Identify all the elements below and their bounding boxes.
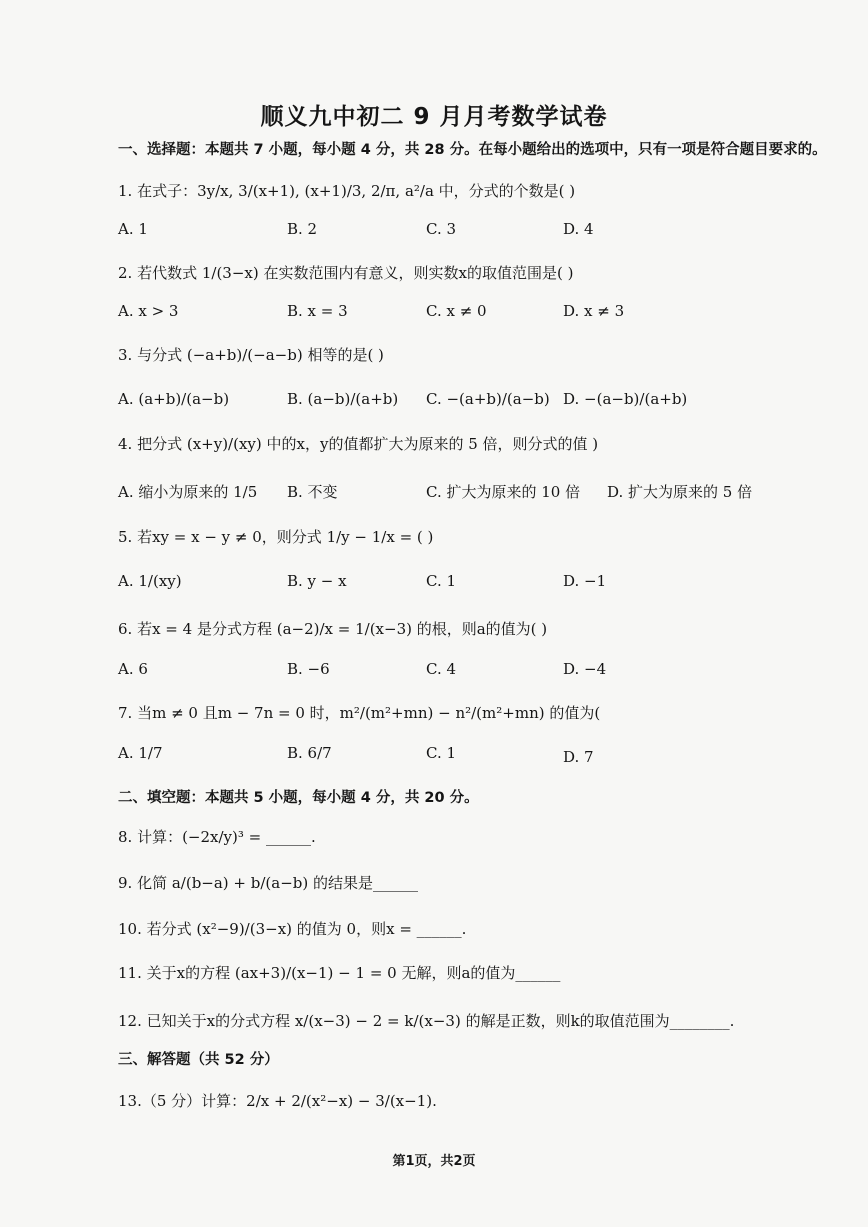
q3-option-c: C. −(a+b)/(a−b) xyxy=(426,390,550,408)
q5-option-c: C. 1 xyxy=(426,572,457,590)
q1-option-d: D. 4 xyxy=(563,220,594,238)
q2-option-b: B. x = 3 xyxy=(287,302,348,320)
section-fill-header: 二、填空题：本题共 5 小题，每小题 4 分，共 20 分。 xyxy=(118,790,479,806)
q4-option-b: B. 不变 xyxy=(287,483,338,501)
q5-option-b: B. y − x xyxy=(287,572,347,590)
q5-option-d: D. −1 xyxy=(563,572,607,590)
question-9: 9. 化简 a/(b−a) + b/(a−b) 的结果是______ xyxy=(118,874,419,892)
q6-option-a: A. 6 xyxy=(118,660,148,678)
section-choice-header: 一、选择题：本题共 7 小题，每小题 4 分，共 28 分。在每小题给出的选项中，只有一项是符合题目要求的。 xyxy=(118,142,827,158)
q7-option-c: C. 1 xyxy=(426,744,457,762)
question-13: 13.（5 分）计算：2/x + 2/(x²−x) − 3/(x−1). xyxy=(118,1092,437,1110)
q1-option-b: B. 2 xyxy=(287,220,318,238)
question-12: 12. 已知关于x的分式方程 x/(x−3) − 2 = k/(x−3) 的解是正数，则k的取值范围为________. xyxy=(118,1012,735,1030)
q7-option-d: D. 7 xyxy=(563,748,594,766)
q4-option-a: A. 缩小为原来的 1/5 xyxy=(118,483,258,501)
q6-option-c: C. 4 xyxy=(426,660,457,678)
q5-option-a: A. 1/(xy) xyxy=(118,572,182,590)
question-5: 5. 若xy = x − y ≠ 0，则分式 1/y − 1/x = ( ) xyxy=(118,528,434,546)
q3-option-d: D. −(a−b)/(a+b) xyxy=(563,390,688,408)
question-10: 10. 若分式 (x²−9)/(3−x) 的值为 0，则x = ______. xyxy=(118,920,467,938)
q2-option-c: C. x ≠ 0 xyxy=(426,302,487,320)
question-1: 1. 在式子：3y/x, 3/(x+1), (x+1)/3, 2/π, a²/a 中，分式的个数是( ) xyxy=(118,182,576,200)
q6-option-b: B. −6 xyxy=(287,660,330,678)
page-title: 顺义九中初二 9 月月考数学试卷 xyxy=(260,104,608,130)
question-3: 3. 与分式 (−a+b)/(−a−b) 相等的是( ) xyxy=(118,346,384,364)
question-6: 6. 若x = 4 是分式方程 (a−2)/x = 1/(x−3) 的根，则a的值为( ) xyxy=(118,620,548,638)
question-11: 11. 关于x的方程 (ax+3)/(x−1) − 1 = 0 无解，则a的值为______ xyxy=(118,964,561,982)
q1-option-c: C. 3 xyxy=(426,220,457,238)
q4-option-d: D. 扩大为原来的 5 倍 xyxy=(607,483,753,501)
q1-option-a: A. 1 xyxy=(118,220,148,238)
q2-option-d: D. x ≠ 3 xyxy=(563,302,625,320)
q3-option-a: A. (a+b)/(a−b) xyxy=(118,390,230,408)
q4-option-c: C. 扩大为原来的 10 倍 xyxy=(426,483,581,501)
q7-option-b: B. 6/7 xyxy=(287,744,332,762)
question-8: 8. 计算：(−2x/y)³ = ______. xyxy=(118,828,316,846)
section-answer-header: 三、解答题（共 52 分） xyxy=(118,1052,279,1068)
q3-option-b: B. (a−b)/(a+b) xyxy=(287,390,399,408)
question-2: 2. 若代数式 1/(3−x) 在实数范围内有意义，则实数x的取值范围是( ) xyxy=(118,264,574,282)
q2-option-a: A. x > 3 xyxy=(118,302,179,320)
question-7: 7. 当m ≠ 0 且m − 7n = 0 时，m²/(m²+mn) − n²/(m²+mn) 的值为( xyxy=(118,704,601,722)
page-footer: 第1页，共2页 xyxy=(392,1154,476,1169)
question-4: 4. 把分式 (x+y)/(xy) 中的x，y的值都扩大为原来的 5 倍，则分式的值 ) xyxy=(118,435,599,453)
q7-option-a: A. 1/7 xyxy=(118,744,163,762)
q6-option-d: D. −4 xyxy=(563,660,607,678)
